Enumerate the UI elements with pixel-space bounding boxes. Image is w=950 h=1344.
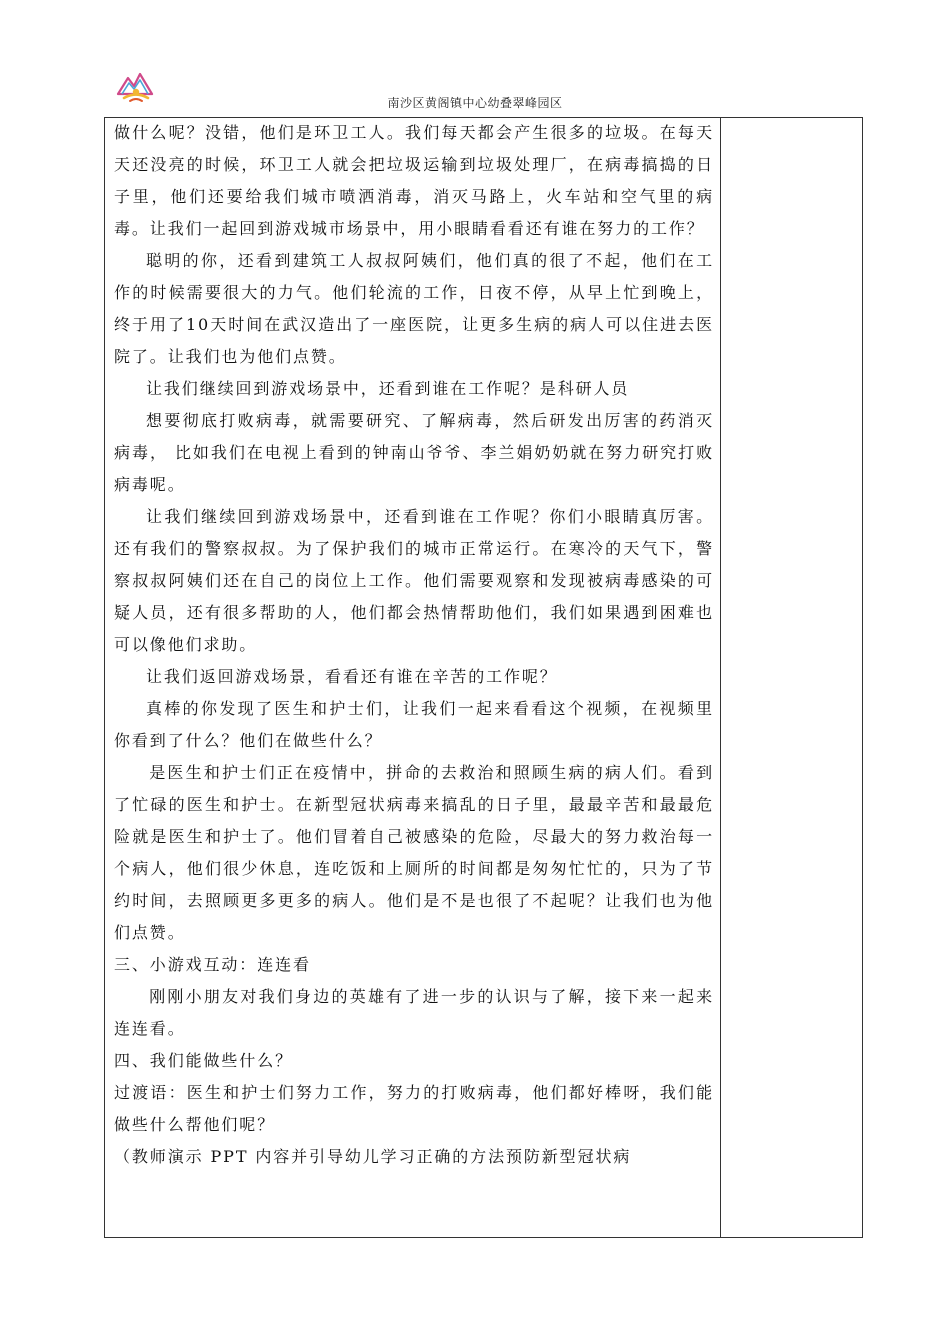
section-heading-matching-game: 三、小游戏互动：连连看 [114, 955, 311, 974]
paragraph-police: 让我们继续回到游戏场景中，还看到谁在工作呢？你们小眼睛真厉害。还有我们的警察叔叔。为了保护我们的城市正常运行。在寒冷的天气下，警察叔叔阿姨们还在自己的岗位上工作。他们需要观察和发现被病毒感染的可疑人员，还有很多帮助的人，他们都会热情帮助他们，我们如果遇到困难也可以像他们求助。 [114, 507, 714, 654]
paragraph-doctors-nurses: 是医生和护士们正在疫情中，拼命的去救治和照顾生病的病人们。看到了忙碌的医生和护士。在新型冠状病毒来搞乱的日子里，最最辛苦和最最危险就是医生和护士了。他们冒着自己被感染的危险，尽最大的努力救治每一个病人，他们很少休息，连吃饭和上厕所的时间都是匆匆忙忙的，只为了节约时间，去照顾更多更多的病人。他们是不是也很了不起呢？让我们也为他们点赞。 [114, 763, 714, 942]
paragraph-sanitation-workers: 做什么呢？没错，他们是环卫工人。我们每天都会产生很多的垃圾。在每天天还没亮的时候，环卫工人就会把垃圾运输到垃圾处理厂，在病毒搞捣的日子里，他们还要给我们城市喷洒消毒，消灭马路上，火车站和空气里的病毒。让我们一起回到游戏城市场景中，用小眼睛看看还有谁在努力的工作？ [114, 123, 714, 238]
paragraph-researchers-intro: 让我们继续回到游戏场景中，还看到谁在工作呢？是科研人员 [146, 379, 630, 398]
paragraph-construction-workers: 聪明的你，还看到建筑工人叔叔阿姨们，他们真的很了不起，他们在工作的时候需要很大的力气。他们轮流的工作，日夜不停，从早上忙到晚上，终于用了10天时间在武汉造出了一座医院，让更多生病的病人可以住进去医院了。让我们也为他们点赞。 [114, 251, 714, 366]
paragraph-researchers: 想要彻底打败病毒，就需要研究、了解病毒，然后研发出厉害的药消灭病毒， 比如我们在电视上看到的钟南山爷爷、李兰娟奶奶就在努力研究打败病毒呢。 [114, 411, 714, 494]
paragraph-return-scene: 让我们返回游戏场景，看看还有谁在辛苦的工作呢？ [146, 667, 558, 686]
paragraph-doctors-video: 真棒的你发现了医生和护士们，让我们一起来看看这个视频，在视频里你看到了什么？他们在做些什么？ [114, 699, 714, 750]
table-column-divider [720, 117, 721, 1237]
paragraph-transition: 过渡语：医生和护士们努力工作，努力的打败病毒，他们都好棒呀，我们能做些什么帮他们呢？ [114, 1083, 714, 1134]
lesson-content-cell [114, 117, 714, 1173]
section-heading-what-can-we-do: 四、我们能做些什么？ [114, 1051, 294, 1070]
lesson-plan-table [104, 117, 863, 1238]
paragraph-teacher-demo: （教师演示 PPT 内容并引导幼儿学习正确的方法预防新型冠状病 [114, 1147, 632, 1166]
page-header-school-name: 南沙区黄阁镇中心幼叠翠峰园区 [387, 96, 563, 110]
paragraph-matching-game: 刚刚小朋友对我们身边的英雄有了进一步的认识与了解，接下来一起来连连看。 [114, 987, 714, 1038]
